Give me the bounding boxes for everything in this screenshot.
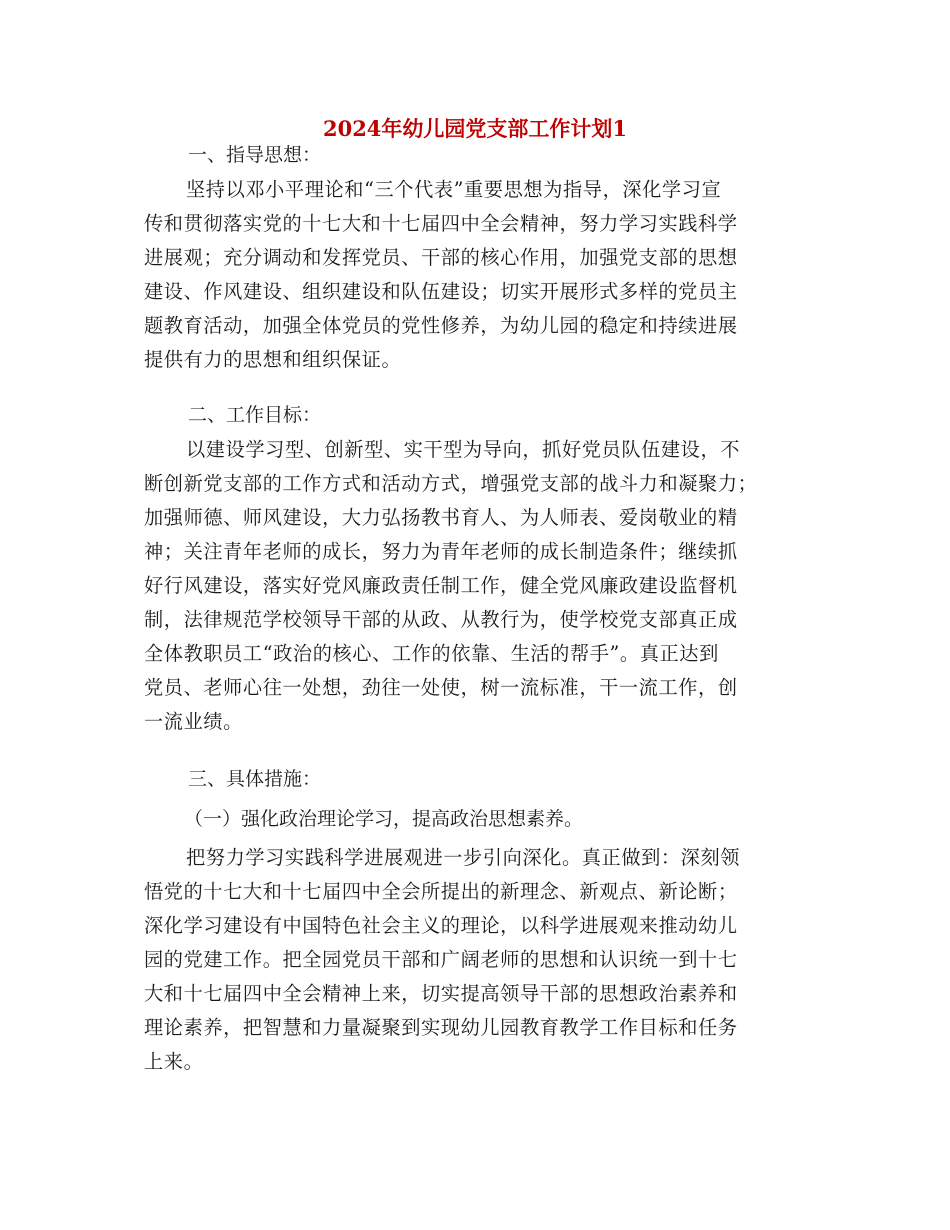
paragraph-line: 建设、作风建设、组织建设和队伍建设；切实开展形式多样的党员主 [144,280,738,303]
paragraph-line: 以建设学习型、创新型、实干型为导向，抓好党员队伍建设，不 [186,438,741,461]
paragraph-line: 悟党的十七大和十七届四中全会所提出的新理念、新观点、新论断； [144,880,738,903]
section-heading-specific-measures: 三、具体措施： [188,768,322,790]
paragraph-line: 把努力学习实践科学进展观进一步引向深化。真正做到：深刻领 [186,846,741,869]
paragraph-line: 好行风建设，落实好党风廉政责任制工作，健全党风廉政建设监督机 [144,574,738,597]
document-title: 2024年幼儿园党支部工作计划1 [322,116,628,141]
paragraph-line: 党员、老师心往一处想，劲往一处使，树一流标准，干一流工作，创 [144,676,738,699]
paragraph-line: 神；关注青年老师的成长，努力为青年老师的成长制造条件；继续抓 [144,540,738,563]
section-paragraph-specific-measures [144,841,799,1079]
paragraph-line: 理论素养，把智慧和力量凝聚到实现幼儿园教育教学工作目标和任务 [144,1016,738,1039]
paragraph-line: 园的党建工作。把全园党员干部和广阔老师的思想和认识统一到十七 [144,948,738,971]
paragraph-line: 大和十七届四中全会精神上来，切实提高领导干部的思想政治素养和 [144,982,738,1005]
paragraph-line: 加强师德、师风建设，大力弘扬教书育人、为人师表、爱岗敬业的精 [144,506,738,529]
paragraph-line: 制，法律规范学校领导干部的从政、从教行为，使学校党支部真正成 [144,608,738,631]
section-paragraph-guiding-ideology [144,173,799,377]
paragraph-line: 断创新党支部的工作方式和活动方式，增强党支部的战斗力和凝聚力； [144,472,758,495]
paragraph-line: 进展观；充分调动和发挥党员、干部的核心作用，加强党支部的思想 [144,246,738,269]
paragraph-line: 题教育活动，加强全体党员的党性修养，为幼儿园的稳定和持续进展 [144,314,738,337]
paragraph-line: 坚持以邓小平理论和“三个代表”重要思想为指导，深化学习宣 [186,178,722,201]
paragraph-line: 提供有力的思想和组织保证。 [144,348,402,371]
section-heading-guiding-ideology: 一、指导思想： [188,144,322,166]
paragraph-line: 一流业绩。 [144,710,243,733]
paragraph-line: 上来。 [144,1050,204,1073]
section-paragraph-work-goals [144,433,799,739]
subsection-heading: （一）强化政治理论学习，提高政治思想素养。 [184,808,584,830]
paragraph-line: 传和贯彻落实党的十七大和十七届四中全会精神，努力学习实践科学 [144,212,738,235]
paragraph-line: 深化学习建设有中国特色社会主义的理论，以科学进展观来推动幼儿 [144,914,738,937]
section-heading-work-goals: 二、工作目标： [188,404,322,426]
paragraph-line: 全体教职员工“政治的核心、工作的依靠、生活的帮手”。真正达到 [144,642,719,665]
